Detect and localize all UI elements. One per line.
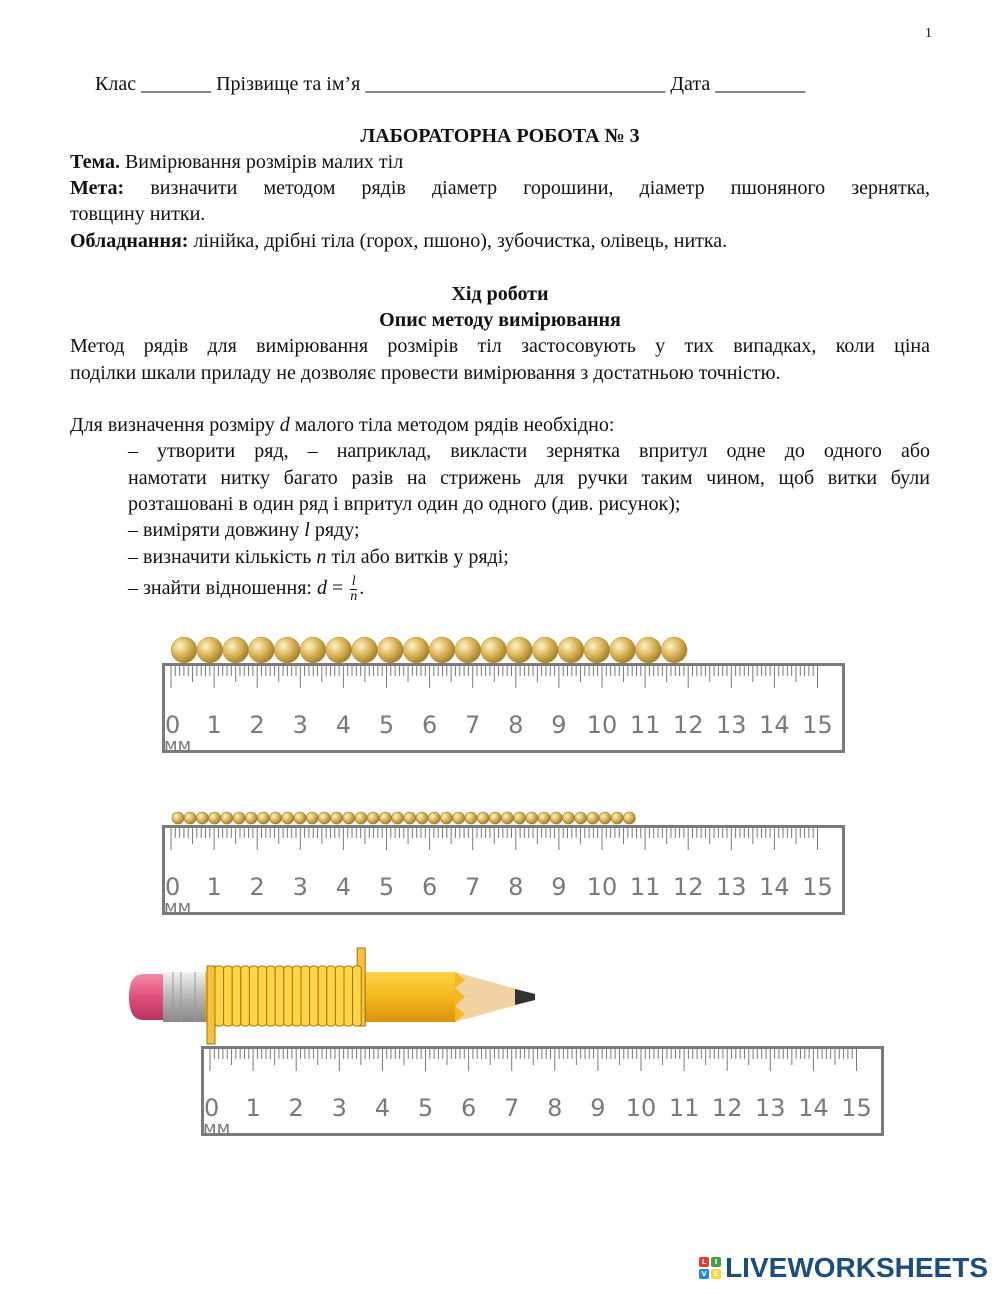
var-n: n (316, 546, 327, 568)
millet-grain (306, 812, 318, 824)
ruler-number-0: 0 (165, 873, 181, 901)
thread-turn (301, 966, 310, 1026)
millet-grain (440, 812, 452, 824)
millet-grain (587, 812, 599, 824)
ruler-number-11: 11 (668, 1094, 700, 1122)
procedure-title: Хід роботи (451, 283, 549, 305)
pea (274, 637, 300, 663)
ruler-number-11: 11 (629, 711, 661, 739)
ruler-number-7: 7 (504, 1094, 520, 1122)
ruler-number-15: 15 (841, 1094, 872, 1122)
thread-turn (284, 966, 293, 1026)
thread-turn (310, 966, 319, 1026)
millet-grain (318, 812, 330, 824)
method-p2-before: Для визначення розміру (70, 414, 280, 436)
header-line (95, 71, 915, 97)
thread-turn (292, 966, 301, 1026)
ruler-number-1: 1 (245, 1094, 261, 1122)
ruler-number-2: 2 (288, 1094, 304, 1122)
millet-grain (245, 812, 257, 824)
millet-grain (465, 812, 477, 824)
thread-end-left (207, 966, 215, 1044)
thread-turn (327, 966, 336, 1026)
ruler-number-2: 2 (249, 873, 265, 901)
ruler-number-6: 6 (460, 1094, 477, 1122)
millet-row (172, 812, 635, 824)
pea-row (171, 637, 687, 663)
step4 (128, 575, 364, 604)
pea (584, 637, 610, 663)
ruler-number-10: 10 (586, 873, 618, 901)
thread-turn (249, 966, 258, 1026)
ruler-number-15: 15 (802, 711, 833, 739)
thread-turn (267, 966, 276, 1026)
pea (197, 637, 223, 663)
lab-title: ЛАБОРАТОРНА РОБОТА № 3 (360, 125, 640, 147)
millet-grain (550, 812, 562, 824)
formula-den: n (350, 589, 358, 604)
pea (171, 637, 197, 663)
pea (249, 637, 275, 663)
pea (636, 637, 662, 663)
millet-grain (514, 812, 526, 824)
date-field[interactable]: Дата _________ (670, 73, 806, 95)
millet-grain (379, 812, 391, 824)
step3 (128, 544, 509, 570)
millet-grain (331, 812, 343, 824)
formula-d: d (316, 577, 327, 600)
thread-turn (353, 966, 362, 1026)
formula-num: l (351, 574, 356, 589)
millet-grain (428, 812, 440, 824)
ruler-number-7: 7 (465, 873, 481, 901)
millet-grain (209, 812, 221, 824)
millet-grain (416, 812, 428, 824)
pea (326, 637, 352, 663)
ruler-number-9: 9 (551, 873, 567, 901)
millet-grain (538, 812, 550, 824)
ruler-number-13: 13 (716, 873, 747, 901)
ruler-number-5: 5 (417, 1094, 434, 1122)
ruler-number-0: 0 (204, 1094, 220, 1122)
ruler-number-1: 1 (206, 873, 222, 901)
millet-grain (367, 812, 379, 824)
ruler-1 (164, 665, 844, 757)
formula-eq: = (326, 577, 349, 600)
millet-grain (453, 812, 465, 824)
millet-grain (611, 812, 623, 824)
method-p1-line2: поділки шкали приладу не дозволяє провести вимірювання з достатньою точністю. (70, 362, 781, 384)
liveworksheets-logo (699, 1252, 988, 1284)
figure-pencil-thread (125, 944, 885, 1140)
millet-grain (489, 812, 501, 824)
goal-text-1: визначити методом рядів діаметр горошини, діаметр пшоняного зернятка, (124, 177, 930, 199)
formula-fraction (350, 575, 357, 604)
page-number: 1 (925, 26, 932, 41)
thread-turn (335, 966, 344, 1026)
pea (507, 637, 533, 663)
name-field[interactable]: Прізвище та ім’я ______________________________ (216, 73, 666, 95)
ruler-number-15: 15 (802, 873, 833, 901)
logo-mark-icon: L I V E (699, 1257, 721, 1279)
step1-line2: намотати нитку багато разів на стрижень для ручки таким чином, щоб витки були (128, 467, 930, 489)
equipment-text: лінійка, дрібні тіла (горох, пшоно), зубочистка, олівець, нитка. (188, 230, 728, 252)
topic-line (70, 149, 930, 175)
millet-grain (526, 812, 538, 824)
thread-turn (258, 966, 267, 1026)
millet-grain (575, 812, 587, 824)
ruler-unit: мм (164, 897, 192, 918)
millet-grain (477, 812, 489, 824)
step4-before: – знайти відношення: (128, 577, 317, 600)
pea (300, 637, 326, 663)
thread-turn (232, 966, 241, 1026)
pea (378, 637, 404, 663)
ruler-number-3: 3 (292, 873, 308, 901)
thread-turn (318, 966, 327, 1026)
pea (661, 637, 687, 663)
ruler-number-10: 10 (625, 1094, 657, 1122)
ruler-number-1: 1 (206, 711, 222, 739)
ruler-number-0: 0 (165, 711, 181, 739)
ruler-number-9: 9 (551, 711, 567, 739)
figure-millet (160, 806, 850, 919)
ruler-number-9: 9 (590, 1094, 606, 1122)
ruler-number-8: 8 (508, 711, 524, 739)
millet-grain (233, 812, 245, 824)
thread-turn (241, 966, 250, 1026)
ruler-unit: мм (164, 735, 192, 756)
pea (610, 637, 636, 663)
figure-peas (160, 632, 850, 757)
class-field[interactable]: Клас _______ (95, 73, 212, 95)
thread-turn (275, 966, 284, 1026)
millet-grain (562, 812, 574, 824)
ferrule (163, 972, 205, 1022)
millet-grain (196, 812, 208, 824)
pea (403, 637, 429, 663)
step1-line1: – утворити ряд, – наприклад, викласти зернятка впритул одне до одного або (128, 440, 930, 462)
method-p2-after: малого тіла методом рядів необхідно: (289, 414, 615, 436)
pea (429, 637, 455, 663)
ruler-number-3: 3 (292, 711, 308, 739)
millet-grain (294, 812, 306, 824)
ruler-3 (203, 1048, 883, 1140)
pea (223, 637, 249, 663)
topic-text: Вимірювання розмірів малих тіл (119, 151, 404, 173)
step3-before: – визначити кількість (128, 546, 317, 568)
ruler-number-12: 12 (711, 1094, 743, 1122)
ruler-number-14: 14 (759, 711, 790, 739)
pea (558, 637, 584, 663)
goal-line-1 (70, 175, 930, 201)
var-l: l (304, 519, 310, 541)
ruler-number-5: 5 (378, 711, 395, 739)
equipment-label: Обладнання: (70, 230, 189, 252)
thread-coil (207, 948, 365, 1044)
ruler-number-6: 6 (421, 873, 438, 901)
millet-grain (404, 812, 416, 824)
step2 (128, 517, 360, 543)
ruler-number-4: 4 (335, 711, 352, 739)
millet-grain (257, 812, 269, 824)
ruler-number-8: 8 (508, 873, 524, 901)
ruler-number-14: 14 (759, 873, 790, 901)
var-d: d (279, 414, 290, 436)
pea (481, 637, 507, 663)
ruler-number-13: 13 (716, 711, 747, 739)
pea (532, 637, 558, 663)
formula-end: . (359, 577, 365, 600)
ruler-number-3: 3 (331, 1094, 347, 1122)
ruler-number-13: 13 (755, 1094, 786, 1122)
millet-grain (282, 812, 294, 824)
pea (455, 637, 481, 663)
millet-grain (221, 812, 233, 824)
ruler-number-14: 14 (798, 1094, 829, 1122)
goal-line-2: товщину нитки. (70, 203, 206, 225)
ruler-number-12: 12 (672, 873, 704, 901)
millet-grain (172, 812, 184, 824)
method-p1-line1: Метод рядів для вимірювання розмірів тіл застосовують у тих випадках, коли ціна (70, 335, 930, 357)
step2-before: – виміряти довжину (128, 519, 305, 541)
eraser (129, 974, 165, 1020)
ruler-number-12: 12 (672, 711, 704, 739)
ruler-number-4: 4 (335, 873, 352, 901)
watermark-text: LIVEWORKSHEETS (725, 1252, 988, 1283)
ruler-number-5: 5 (378, 873, 395, 901)
equipment-line (70, 228, 930, 254)
millet-grain (343, 812, 355, 824)
ruler-number-11: 11 (629, 873, 661, 901)
millet-grain (599, 812, 611, 824)
ruler-unit: мм (203, 1118, 231, 1139)
ruler-number-8: 8 (547, 1094, 563, 1122)
millet-grain (355, 812, 367, 824)
ruler-number-7: 7 (465, 711, 481, 739)
millet-grain (270, 812, 282, 824)
step2-after: ряду; (309, 519, 360, 541)
step3-after: тіл або витків у ряді; (326, 546, 509, 568)
method-title: Опис методу вимірювання (379, 309, 621, 331)
method-p2 (70, 412, 930, 438)
millet-grain (501, 812, 513, 824)
goal-label: Мета: (70, 177, 125, 199)
millet-grain (184, 812, 196, 824)
thread-turn (215, 966, 224, 1026)
millet-grain (623, 812, 635, 824)
thread-turn (224, 966, 233, 1026)
pea (352, 637, 378, 663)
ruler-number-2: 2 (249, 711, 265, 739)
ruler-number-10: 10 (586, 711, 618, 739)
ruler-number-4: 4 (374, 1094, 391, 1122)
ruler-2 (164, 827, 844, 919)
millet-grain (392, 812, 404, 824)
thread-turn (344, 966, 353, 1026)
ruler-number-6: 6 (421, 711, 438, 739)
topic-label: Тема. (70, 151, 120, 173)
step1-line3: розташовані в один ряд і впритул один до одного (див. рисунок); (128, 493, 681, 515)
